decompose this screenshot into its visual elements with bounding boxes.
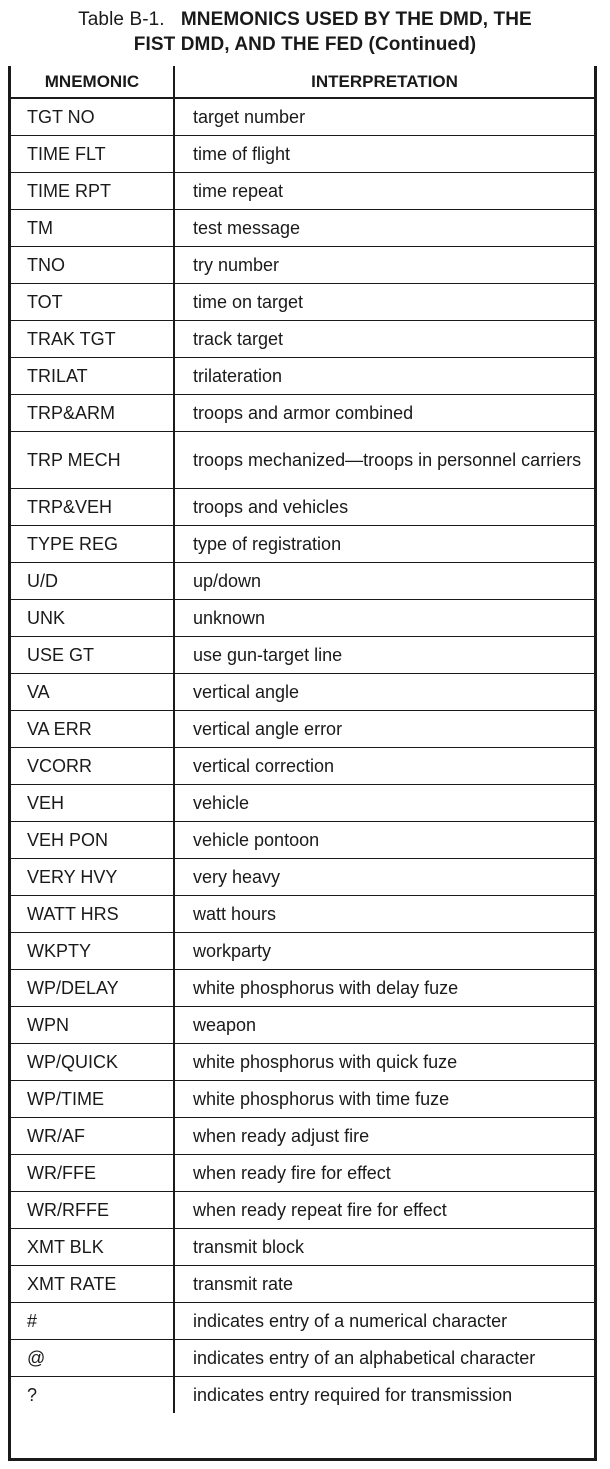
table-row bbox=[11, 1192, 594, 1229]
table-body bbox=[11, 98, 594, 1413]
table-row bbox=[11, 1007, 594, 1044]
interpretation-cell: indicates entry required for transmission bbox=[193, 1384, 513, 1405]
interpretation-cell: test message bbox=[174, 210, 594, 247]
interpretation-cell: time on target bbox=[174, 284, 594, 321]
interpretation-cell: track target bbox=[174, 321, 594, 358]
table-row bbox=[11, 896, 594, 933]
mnemonic-cell: WP/DELAY bbox=[11, 970, 174, 1007]
table-row bbox=[11, 1118, 594, 1155]
table-row bbox=[11, 98, 594, 136]
interpretation-cell: trilateration bbox=[174, 358, 594, 395]
table-row bbox=[11, 284, 594, 321]
mnemonic-cell: ? bbox=[11, 1377, 174, 1414]
interpretation-cell: vertical angle bbox=[174, 674, 594, 711]
table-title-line-1 bbox=[0, 7, 610, 32]
interpretation-cell: watt hours bbox=[174, 896, 594, 933]
mnemonics-table bbox=[11, 66, 594, 1413]
table-row bbox=[11, 1340, 594, 1377]
table-row bbox=[11, 173, 594, 210]
table-row bbox=[11, 674, 594, 711]
table-row bbox=[11, 1081, 594, 1118]
table-row bbox=[11, 970, 594, 1007]
mnemonic-cell: WP/QUICK bbox=[11, 1044, 174, 1081]
interpretation-cell: vertical angle error bbox=[174, 711, 594, 748]
interpretation-cell: when ready fire for effect bbox=[174, 1155, 594, 1192]
interpretation-cell: white phosphorus with quick fuze bbox=[174, 1044, 594, 1081]
interpretation-cell: troops mechanized—troops in personnel carriers bbox=[174, 432, 594, 489]
table-title-line-2: FIST DMD, AND THE FED (Continued) bbox=[133, 34, 477, 55]
mnemonic-cell: VEH PON bbox=[11, 822, 174, 859]
interpretation-cell: vehicle bbox=[174, 785, 594, 822]
table-row bbox=[11, 933, 594, 970]
mnemonic-cell: TIME RPT bbox=[11, 173, 174, 210]
mnemonic-cell: TIME FLT bbox=[11, 136, 174, 173]
mnemonic-cell: TGT NO bbox=[11, 98, 174, 136]
interpretation-cell: target number bbox=[174, 98, 594, 136]
table-row bbox=[11, 822, 594, 859]
mnemonic-cell: XMT RATE bbox=[11, 1266, 174, 1303]
table-row bbox=[11, 1044, 594, 1081]
interpretation-cell: troops and vehicles bbox=[174, 489, 594, 526]
table-row bbox=[11, 637, 594, 674]
mnemonic-cell: VA bbox=[11, 674, 174, 711]
table-row bbox=[11, 711, 594, 748]
interpretation-cell: time of flight bbox=[174, 136, 594, 173]
interpretation-cell: type of registration bbox=[174, 526, 594, 563]
mnemonic-cell: WR/FFE bbox=[11, 1155, 174, 1192]
interpretation-cell: when ready adjust fire bbox=[174, 1118, 594, 1155]
interpretation-cell: time repeat bbox=[174, 173, 594, 210]
interpretation-cell: weapon bbox=[174, 1007, 594, 1044]
table-title-text-1: MNEMONICS USED BY THE DMD, THE bbox=[180, 9, 532, 30]
mnemonic-cell: VERY HVY bbox=[11, 859, 174, 896]
mnemonic-cell: USE GT bbox=[11, 637, 174, 674]
table-row bbox=[11, 489, 594, 526]
mnemonic-cell: WPN bbox=[11, 1007, 174, 1044]
table-row bbox=[11, 136, 594, 173]
table-header-row bbox=[11, 66, 594, 98]
interpretation-cell: white phosphorus with time fuze bbox=[174, 1081, 594, 1118]
table-row bbox=[11, 247, 594, 284]
table-row bbox=[11, 395, 594, 432]
interpretation-cell: white phosphorus with delay fuze bbox=[174, 970, 594, 1007]
interpretation-cell: indicates entry of an alphabetical character bbox=[174, 1340, 594, 1377]
mnemonic-cell: TRP&ARM bbox=[11, 395, 174, 432]
mnemonic-cell: TYPE REG bbox=[11, 526, 174, 563]
mnemonic-cell: TM bbox=[11, 210, 174, 247]
mnemonic-cell: # bbox=[11, 1303, 174, 1340]
interpretation-cell: transmit rate bbox=[174, 1266, 594, 1303]
mnemonic-cell: VEH bbox=[11, 785, 174, 822]
mnemonic-cell: TRAK TGT bbox=[11, 321, 174, 358]
interpretation-cell: workparty bbox=[174, 933, 594, 970]
mnemonic-cell: TOT bbox=[11, 284, 174, 321]
mnemonic-cell: TNO bbox=[11, 247, 174, 284]
table-row bbox=[11, 600, 594, 637]
mnemonic-cell: WP/TIME bbox=[11, 1081, 174, 1118]
table-number: Table B-1. bbox=[78, 9, 165, 30]
mnemonic-cell: UNK bbox=[11, 600, 174, 637]
interpretation-cell: very heavy bbox=[174, 859, 594, 896]
mnemonic-cell: TRP MECH bbox=[11, 432, 174, 489]
table-row bbox=[11, 859, 594, 896]
mnemonic-cell: WR/RFFE bbox=[11, 1192, 174, 1229]
table-row bbox=[11, 210, 594, 247]
mnemonic-cell: WR/AF bbox=[11, 1118, 174, 1155]
interpretation-cell: try number bbox=[174, 247, 594, 284]
table-row bbox=[11, 1155, 594, 1192]
table-row bbox=[11, 432, 594, 489]
table-title bbox=[0, 7, 610, 57]
interpretation-cell: indicates entry of a numerical character bbox=[174, 1303, 594, 1340]
mnemonic-cell: WATT HRS bbox=[11, 896, 174, 933]
interpretation-cell: when ready repeat fire for effect bbox=[174, 1192, 594, 1229]
table-row bbox=[11, 526, 594, 563]
table-row bbox=[11, 1229, 594, 1266]
table-row bbox=[11, 1266, 594, 1303]
column-header-mnemonic: MNEMONIC bbox=[11, 66, 174, 98]
mnemonic-cell: VA ERR bbox=[11, 711, 174, 748]
mnemonic-cell: XMT BLK bbox=[11, 1229, 174, 1266]
table-row bbox=[11, 785, 594, 822]
mnemonic-cell: VCORR bbox=[11, 748, 174, 785]
interpretation-cell: unknown bbox=[174, 600, 594, 637]
interpretation-cell: transmit block bbox=[174, 1229, 594, 1266]
interpretation-cell: troops and armor combined bbox=[174, 395, 594, 432]
mnemonic-cell: @ bbox=[11, 1340, 174, 1377]
table-row bbox=[11, 563, 594, 600]
mnemonic-cell: WKPTY bbox=[11, 933, 174, 970]
mnemonic-cell: TRILAT bbox=[11, 358, 174, 395]
interpretation-cell: vehicle pontoon bbox=[174, 822, 594, 859]
table-row bbox=[11, 748, 594, 785]
interpretation-cell: vertical correction bbox=[174, 748, 594, 785]
mnemonic-cell: U/D bbox=[11, 563, 174, 600]
table-row bbox=[11, 321, 594, 358]
table-row bbox=[11, 358, 594, 395]
column-header-interpretation: INTERPRETATION bbox=[174, 66, 594, 98]
interpretation-cell: use gun-target line bbox=[174, 637, 594, 674]
table-row bbox=[11, 1377, 594, 1414]
table-row bbox=[11, 1303, 594, 1340]
interpretation-cell: up/down bbox=[174, 563, 594, 600]
mnemonic-cell: TRP&VEH bbox=[11, 489, 174, 526]
